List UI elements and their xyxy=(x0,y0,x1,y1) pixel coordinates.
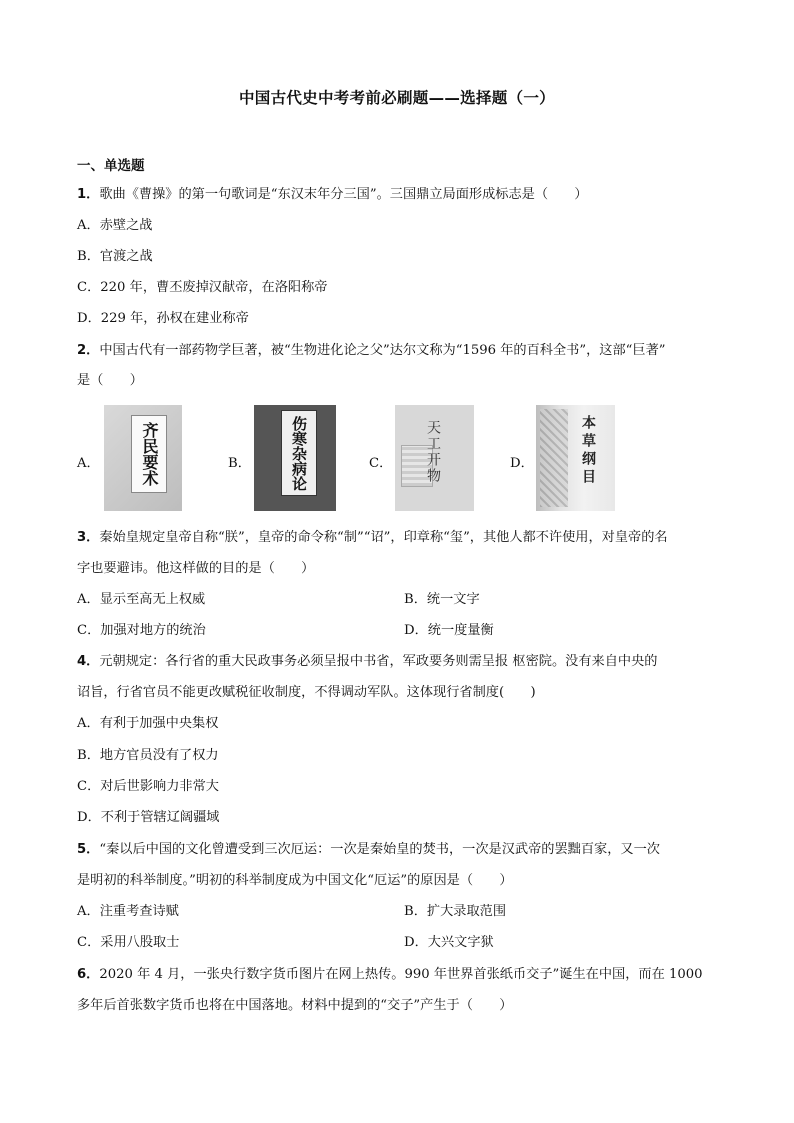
question-6-stem-cont: 多年后首张数字货币也将在中国落地。材料中提到的“交子”产生于（ ） xyxy=(77,998,513,1013)
q2-image-options xyxy=(77,405,637,513)
q1-option-a: A．赤壁之战 xyxy=(77,218,153,233)
question-1-stem xyxy=(77,185,719,205)
question-2-stem-cont: 是（ ） xyxy=(77,373,143,388)
question-number: 2． xyxy=(77,343,100,358)
question-number: 4． xyxy=(77,654,100,669)
question-text: 元朝规定：各行省的重大民政事务必须呈报中书省，军政要务则需呈报 枢密院。没有来自中央的 xyxy=(99,654,658,669)
book-cover-shanghanzabinglun xyxy=(254,405,336,511)
book-title: 伤寒杂病论 xyxy=(281,410,317,496)
question-text: 中国古代有一部药物学巨著，被“生物进化论之父”达尔文称为“1596 年的百科全书”，这部“巨著” xyxy=(99,343,666,358)
q2-option-a-letter: A． xyxy=(77,456,100,471)
question-6-stem xyxy=(77,965,719,985)
question-number: 3． xyxy=(77,530,100,545)
q3-option-a: A．显示至高无上权威 xyxy=(77,592,206,607)
question-5-stem xyxy=(77,840,719,860)
question-text: 2020 年 4 月，一张央行数字货币图片在网上热传。990 年世界首张纸币交子”诞生在中国，而在 1000 xyxy=(99,967,703,982)
question-number: 1． xyxy=(77,187,100,202)
q3-option-d: D．统一度量衡 xyxy=(404,623,494,638)
q1-option-c: C．220 年，曹丕废掉汉献帝，在洛阳称帝 xyxy=(77,280,328,295)
q5-option-b: B．扩大录取范围 xyxy=(404,904,507,919)
q1-option-d: D．229 年，孙权在建业称帝 xyxy=(77,311,249,326)
question-number: 6． xyxy=(77,967,100,982)
q2-option-d-letter: D． xyxy=(510,456,534,471)
q1-option-b: B．官渡之战 xyxy=(77,249,153,264)
question-2-stem xyxy=(77,341,719,361)
question-text: 歌曲《曹操》的第一句歌词是“东汉末年分三国”。三国鼎立局面形成标志是（ ） xyxy=(99,187,588,202)
book-title: 本草纲目 xyxy=(580,415,596,487)
q5-option-a: A．注重考查诗赋 xyxy=(77,904,179,919)
page-title: 中国古代史中考考前必刷题——选择题（一） xyxy=(238,89,555,107)
book-cover-qiminyaoshu xyxy=(104,405,182,511)
q5-option-c: C．采用八股取士 xyxy=(77,935,180,950)
q3-option-c: C．加强对地方的统治 xyxy=(77,623,206,638)
q2-option-c-letter: C． xyxy=(369,456,393,471)
q5-option-d: D．大兴文字狱 xyxy=(404,935,494,950)
q4-option-d: D．不利于管辖辽阔疆域 xyxy=(77,810,220,825)
question-3-stem xyxy=(77,528,719,548)
book-cover-bencaogangmu xyxy=(536,405,615,511)
question-text: 秦始皇规定皇帝自称“朕”，皇帝的命令称“制”“诏”，印章称“玺”，其他人都不许使用，对皇帝的名 xyxy=(99,530,668,545)
question-text: “秦以后中国的文化曾遭受到三次厄运：一次是秦始皇的焚书，一次是汉武帝的罢黜百家，又一次 xyxy=(99,842,660,857)
question-5-stem-cont: 是明初的科举制度。”明初的科举制度成为中国文化“厄运”的原因是（ ） xyxy=(77,873,513,888)
q4-option-a: A．有利于加强中央集权 xyxy=(77,716,219,731)
question-4-stem-cont: 诏旨，行省官员不能更改赋税征收制度，不得调动军队。这体现行省制度( ) xyxy=(77,685,536,700)
book-cover-tiangongkaiwu xyxy=(395,405,474,511)
section-heading: 一、单选题 xyxy=(77,158,145,174)
q3-option-b: B．统一文字 xyxy=(404,592,480,607)
cover-pattern xyxy=(540,409,568,507)
question-3-stem-cont: 字也要避讳。他这样做的目的是（ ） xyxy=(77,561,315,576)
q2-option-b-letter: B． xyxy=(228,456,251,471)
book-title: 齐民要术 xyxy=(131,415,167,493)
question-4-stem xyxy=(77,652,719,672)
q4-option-c: C．对后世影响力非常大 xyxy=(77,779,219,794)
book-title: 天工开物 xyxy=(425,420,441,484)
q4-option-b: B．地方官员没有了权力 xyxy=(77,748,219,763)
question-number: 5． xyxy=(77,842,100,857)
